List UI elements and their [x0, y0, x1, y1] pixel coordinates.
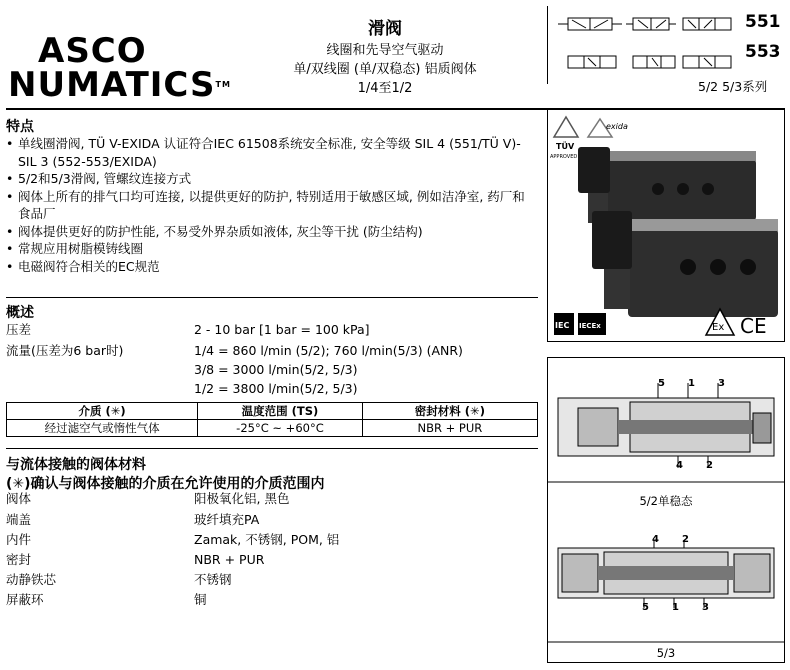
- port-label: 4: [652, 534, 659, 545]
- diagram-5-2: [548, 378, 784, 482]
- port-label: 5: [658, 378, 665, 389]
- port-label: 5: [642, 602, 649, 613]
- table-header: 温度范围 (TS): [198, 403, 363, 420]
- material-value: Zamak, 不锈钢, POM, 铝: [194, 532, 340, 547]
- iecex-text: IECEx: [579, 322, 601, 330]
- material-value: 阳极氧化铝, 黑色: [194, 491, 290, 506]
- overview-title: 概述: [6, 305, 34, 321]
- material-label: 内件: [6, 532, 32, 547]
- port-label: 4: [676, 460, 683, 471]
- feature-item: • 常规应用树脂模铸线圈: [6, 240, 534, 258]
- material-value: 玻纤填充PA: [194, 512, 260, 527]
- feature-item: • 电磁阀符合相关的EC规范: [6, 258, 534, 276]
- features-title: 特点: [6, 119, 34, 135]
- ex-text: Ex: [712, 322, 725, 333]
- pressure-value: 2 - 10 bar [1 bar = 100 kPa]: [194, 322, 370, 337]
- section-divider: [6, 297, 538, 298]
- logo-numatics: NUMATICSTM: [8, 65, 231, 105]
- diagram-caption-top: 5/2单稳态: [639, 494, 693, 508]
- flow-value-3: 1/2 = 3800 l/min(5/2, 5/3): [194, 381, 358, 396]
- port-label: 1: [688, 378, 695, 389]
- table-header: 密封材料 (✳): [362, 403, 537, 420]
- flow-value-1: 1/4 = 860 l/min (5/2); 760 l/min(5/3) (ANR): [194, 343, 463, 358]
- flow-value-2: 3/8 = 3000 l/min(5/2, 5/3): [194, 362, 358, 377]
- subtitle-1: 线圈和先导空气驱动: [326, 43, 444, 58]
- table-header-row: [7, 403, 538, 420]
- material-value: 铜: [194, 592, 207, 607]
- iecex-badge-icon: [578, 313, 606, 335]
- feature-item: • 阀体上所有的排气口均可连接, 以提供更好的防护, 特别适用于敏感区域, 例如洁净室, 药厂和食品厂: [6, 188, 534, 223]
- table-header: 介质 (✳): [7, 403, 198, 420]
- exida-badge-icon: [588, 119, 628, 137]
- approved-text: APPROVED: [550, 154, 578, 160]
- diagram-5-3: [548, 534, 784, 642]
- model-number-1: 551: [745, 12, 781, 32]
- tuv-text: TÜV: [556, 142, 575, 151]
- material-label: 阀体: [6, 491, 32, 506]
- port-label: 3: [718, 378, 725, 389]
- materials-title: 与流体接触的阀体材料: [6, 457, 146, 473]
- diagram-caption-bottom: 5/3: [656, 646, 676, 660]
- material-label: 动静铁芯: [6, 572, 57, 587]
- company-logo: [8, 31, 231, 105]
- materials-note: (✳)确认与阀体接触的介质在允许使用的介质范围内: [6, 476, 325, 492]
- section-divider: [6, 448, 538, 449]
- features-list: [6, 135, 534, 275]
- flow-label: 流量(压差为6 bar时): [6, 343, 124, 358]
- pressure-label: 压差: [6, 322, 32, 337]
- subtitle-2: 单/双线圈 (单/双稳态) 铝质阀体: [293, 62, 477, 77]
- product-photo: [548, 109, 784, 341]
- logo-asco: ASCO: [38, 31, 147, 71]
- valve-symbol-icons: [548, 6, 738, 84]
- port-label: 1: [672, 602, 679, 613]
- page-title: 滑阀: [368, 19, 402, 39]
- subtitle-3: 1/4至1/2: [357, 81, 413, 96]
- feature-item: • 阀体提供更好的防护性能, 不易受外界杂质如液体, 灰尘等干扰 (防尘结构): [6, 223, 534, 241]
- iec-text: IEC: [555, 321, 570, 330]
- exida-text: exida: [606, 122, 628, 131]
- material-value: NBR + PUR: [194, 552, 265, 567]
- table-row: [7, 420, 538, 437]
- table-cell: NBR + PUR: [362, 420, 537, 437]
- material-value: 不锈钢: [194, 572, 232, 587]
- material-label: 屏蔽环: [6, 592, 44, 607]
- model-number-2: 553: [745, 42, 781, 62]
- cutaway-diagrams: [548, 358, 784, 662]
- product-photo-panel: [547, 108, 785, 342]
- port-label: 3: [702, 602, 709, 613]
- ce-mark-icon: CE: [740, 314, 767, 338]
- table-cell: -25°C ~ +60°C: [198, 420, 363, 437]
- tuv-badge-icon: [550, 117, 578, 160]
- table-cell: 经过滤空气或惰性气体: [7, 420, 198, 437]
- iec-badge-icon: [554, 313, 574, 335]
- series-label: 5/2 5/3系列: [698, 79, 768, 94]
- media-table: [6, 402, 538, 437]
- material-label: 端盖: [6, 512, 32, 527]
- diagram-panel: [547, 357, 785, 663]
- port-label: 2: [682, 534, 689, 545]
- valve-symbols: [547, 6, 738, 84]
- feature-item: • 5/2和5/3滑阀, 管螺纹连接方式: [6, 170, 534, 188]
- feature-item: • 单线圈滑阀, TÜ V-EXIDA 认证符合IEC 61508系统安全标准, 安全等级 SIL 4 (551/TÜ V)-SIL 3 (552-553/EXIDA): [6, 135, 534, 170]
- material-label: 密封: [6, 552, 32, 567]
- port-label: 2: [706, 460, 713, 471]
- valve-photo-large: [592, 211, 778, 317]
